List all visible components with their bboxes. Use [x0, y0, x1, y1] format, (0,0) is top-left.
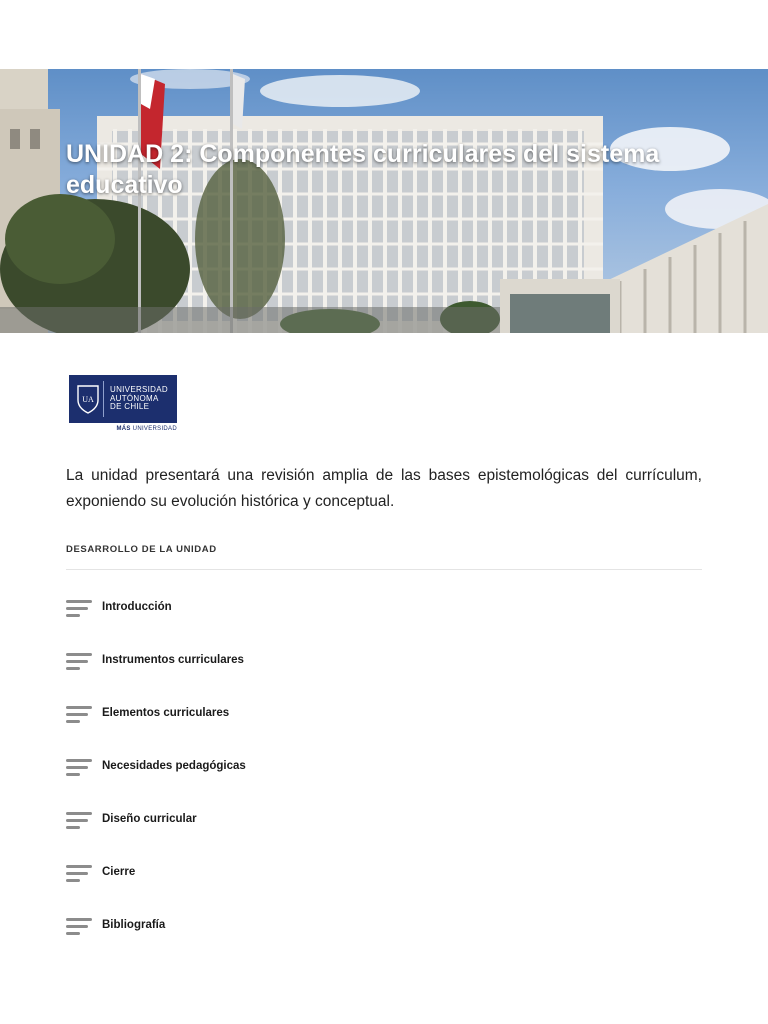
lesson-label: Elementos curriculares [102, 706, 230, 719]
university-logo [69, 375, 177, 435]
logo-tagline [69, 426, 177, 432]
lesson-item-cierre[interactable] [66, 845, 702, 898]
lesson-label: Instrumentos curriculares [102, 653, 244, 666]
logo-tagline-bold: MÁS [116, 426, 131, 432]
lesson-label: Necesidades pedagógicas [102, 759, 246, 772]
lessons-heading: DESARROLLO DE LA UNIDAD [66, 544, 217, 555]
shield-icon [73, 381, 104, 417]
lesson-lines-icon [66, 649, 94, 671]
unit-title: UNIDAD 2: Componentes curriculares del sistema educativo [66, 140, 660, 199]
lesson-lines-icon [66, 914, 94, 936]
logo-line-1: UNIVERSIDAD [110, 385, 168, 395]
logo-line-2: AUTÓNOMA [110, 393, 159, 403]
logo-initials: UA [82, 395, 94, 404]
lesson-label: Introducción [102, 600, 172, 613]
hero-banner [0, 69, 768, 333]
logo-box [69, 375, 177, 423]
lesson-lines-icon [66, 702, 94, 724]
lesson-item-diseno[interactable] [66, 792, 702, 845]
logo-wordmark [110, 386, 168, 412]
lesson-list [66, 580, 702, 951]
lesson-lines-icon [66, 808, 94, 830]
logo-tagline-rest: UNIVERSIDAD [130, 426, 177, 432]
lesson-label: Diseño curricular [102, 812, 197, 825]
lesson-item-introduccion[interactable] [66, 580, 702, 633]
lesson-lines-icon [66, 755, 94, 777]
campus-building-image [0, 69, 768, 333]
lesson-item-bibliografia[interactable] [66, 898, 702, 951]
lesson-lines-icon [66, 596, 94, 618]
unit-description: La unidad presentará una revisión amplia de las bases epistemológicas del currículum, exponiendo su evolución histórica y conceptual. [66, 467, 702, 510]
lesson-label: Cierre [102, 865, 136, 878]
lesson-label: Bibliografía [102, 918, 166, 931]
logo-line-3: DE CHILE [110, 402, 150, 412]
lesson-item-necesidades[interactable] [66, 739, 702, 792]
lesson-item-elementos[interactable] [66, 686, 702, 739]
lesson-lines-icon [66, 861, 94, 883]
lesson-item-instrumentos[interactable] [66, 633, 702, 686]
section-divider [66, 569, 702, 570]
